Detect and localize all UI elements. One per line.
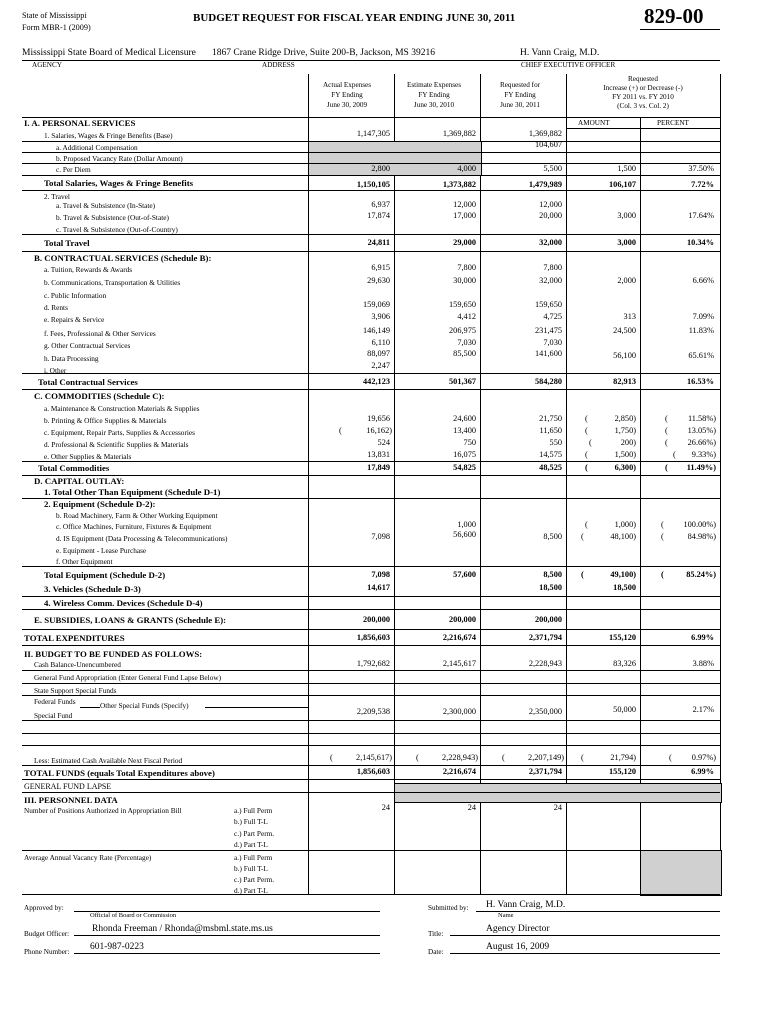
salaries-c3: 1,369,882 [528,129,562,138]
per-diem-c3: 5,500 [543,164,562,173]
total-salaries-percent: 7.72% [691,180,714,189]
fees-amount: 24,500 [613,326,636,335]
travel-out-percent: 17.64% [688,211,714,220]
repairs-amount: 313 [623,312,636,321]
total-exp-c3: 2,371,794 [528,633,562,642]
total-equip-c3: 8,500 [543,570,562,579]
data-proc-amount: 56,100 [613,351,636,360]
vehicles-c3: 18,500 [539,583,562,592]
total-equip-c1: 7,098 [371,570,390,579]
fees-label: f. Fees, Professional & Other Services [44,329,156,338]
subsidies-label: E. SUBSIDIES, LOANS & GRANTS (Schedule E): [34,615,227,625]
total-exp-c2: 2,216,674 [442,633,476,642]
other-contract-c3: 7,030 [543,338,562,347]
col4-header-line1: Requested [628,75,658,83]
total-contract-c1: 442,123 [363,377,390,386]
pos-b-2: b.) Full T-L [234,864,268,873]
other-supplies-percent: 9.33%) [691,450,716,459]
form-label: Form MBR-1 (2009) [22,23,91,32]
positions-c2: 24 [467,803,476,812]
fees-c3: 231,475 [535,326,562,335]
total-travel-c2: 29,000 [453,238,476,247]
phone-value: 601-987-0223 [90,942,144,952]
vehicles-amount: 18,500 [613,583,636,592]
total-commod-c1: 17,849 [367,463,390,472]
equipment-heading: 2. Equipment (Schedule D-2): [44,499,156,509]
col4-header-line4: (Col. 3 vs. Col. 2) [617,102,669,110]
col3-header-line2: FY Ending [504,91,536,99]
fees-percent: 11.83% [688,326,714,335]
other-supplies-amount: 1,500) [614,450,636,459]
less-cash-label: Less: Estimated Cash Available Next Fiscal Period [34,756,183,765]
percent-header: PERCENT [657,119,689,127]
submitted-value: H. Vann Craig, M.D. [486,900,566,910]
addl-comp-label: a. Additional Compensation [56,143,138,152]
cash-bal-label: Cash Balance-Unencumbered [34,660,121,669]
agency-caption: AGENCY [32,61,62,69]
federal-label: Federal Funds [34,697,76,706]
comm-c1: 29,630 [367,276,390,285]
less-cash-c3: 2,207,149) [528,753,564,762]
col3-header [480,80,560,110]
official-caption: Official of Board or Commission [90,912,177,919]
less-cash-c1: 2,145,617) [356,753,392,762]
form-code: 829-00 [644,4,704,28]
address-caption: ADDRESS [262,61,295,69]
public-info-label: c. Public Information [44,291,107,300]
total-contract-c2: 501,367 [449,377,476,386]
phone-label: Phone Number: [24,948,70,956]
printing-c3: 21,750 [539,414,562,423]
special-fund-label: Special Fund [34,711,73,720]
total-funds-c1: 1,856,603 [356,767,390,776]
total-exp-c1: 1,856,603 [356,633,390,642]
positions-label: Number of Positions Authorized in Appropriation Bill [24,806,182,815]
less-cash-c2: 2,228,943) [442,753,478,762]
col2-header-line1: Estimate Expenses [406,81,462,89]
pos-d-2: d.) Part T-L [234,886,268,895]
other-contract-c2: 7,030 [457,338,476,347]
budget-officer-value: Rhonda Freeman / Rhonda@msbml.state.ms.us [92,924,273,934]
total-salaries-label: Total Salaries, Wages & Fringe Benefits [44,178,194,188]
subsidies-c2: 200,000 [449,615,476,624]
salaries-label: 1. Salaries, Wages & Fringe Benefits (Base) [44,131,173,140]
prof-sci-percent: 26.66%) [687,438,716,447]
gen-lapse-label: GENERAL FUND LAPSE [24,782,112,791]
col4-header-line2: Increase (+) or Decrease (-) [603,84,683,92]
cash-bal-c3: 2,228,943 [528,659,562,668]
col1-header [308,80,386,110]
travel-in-label: a. Travel & Subsistence (In-State) [56,201,156,210]
per-diem-amount: 1,500 [617,164,636,173]
travel-country-label: c. Travel & Subsistence (Out-of-Country) [56,225,178,234]
other-equip-label: f. Other Equipment [56,557,113,566]
data-proc-c3: 141,600 [535,349,562,358]
total-salaries-c1: 1,150,105 [356,180,390,189]
name-caption: Name [498,912,514,919]
equip-repair-label: c. Equipment, Repair Parts, Supplies & Accessories [44,428,195,437]
other-supplies-label: e. Other Supplies & Materials [44,452,132,461]
pos-c-2: c.) Part Perm. [234,875,275,884]
comm-c3: 32,000 [539,276,562,285]
travel-heading: 2. Travel [44,192,70,201]
other-contract-label: g. Other Contractual Services [44,341,131,350]
maint-label: a. Maintenance & Construction Materials & Supplies [44,404,200,413]
total-contract-amount: 82,913 [613,377,636,386]
total-funds-label: TOTAL FUNDS (equals Total Expenditures above) [24,768,215,778]
office-mach-percent: 100.00%) [683,520,716,529]
equip-repair-amount: 1,750) [614,426,636,435]
less-cash-amount: 21,794) [610,753,636,762]
travel-in-c1: 6,937 [371,200,390,209]
total-exp-label: TOTAL EXPENDITURES [24,633,125,643]
commodities-heading: C. COMMODITIES (Schedule C): [34,391,165,401]
prof-sci-label: d. Professional & Scientific Supplies & Materials [44,440,189,449]
submitted-label: Submitted by: [428,904,469,912]
total-salaries-c3: 1,479,989 [528,180,562,189]
travel-out-c2: 17,000 [453,211,476,220]
is-equip-label: d. IS Equipment (Data Processing & Telecommunications) [56,534,228,543]
prof-sci-amount: 200) [620,438,636,447]
printing-amount: 2,850) [614,414,636,423]
office-mach-amount: 1,000) [614,520,636,529]
total-exp-percent: 6.99% [691,633,714,642]
tuition-c1: 6,915 [371,263,390,272]
per-diem-c1: 2,800 [371,164,390,173]
cash-bal-amount: 83,326 [613,659,636,668]
vehicles-c1: 14,617 [367,583,390,592]
equip-repair-c3: 11,650 [539,426,562,435]
title-label: Title: [428,930,444,938]
total-commod-label: Total Commodities [38,463,110,473]
travel-out-c3: 20,000 [539,211,562,220]
pos-d-1: d.) Part T-L [234,840,268,849]
travel-out-c1: 17,874 [367,211,390,220]
total-equip-label: Total Equipment (Schedule D-2) [44,570,166,580]
state-label: State of Mississippi [22,11,87,20]
office-mach-c2: 1,000 [457,520,476,529]
comm-amount: 2,000 [617,276,636,285]
col1-header-line1: Actual Expenses [322,81,372,89]
travel-in-c3: 12,000 [539,200,562,209]
total-travel-c3: 32,000 [539,238,562,247]
total-salaries-c2: 1,373,882 [442,180,476,189]
total-commod-percent: 11.49%) [686,463,716,472]
repairs-label: e. Repairs & Service [44,315,105,324]
travel-in-c2: 12,000 [453,200,476,209]
total-contract-label: Total Contractual Services [38,377,138,387]
total-travel-percent: 10.34% [687,238,714,247]
data-proc-c1: 88,097 [367,349,390,358]
pos-c-1: c.) Part Perm. [234,829,275,838]
cash-bal-c2: 2,145,617 [442,659,476,668]
per-diem-percent: 37.50% [688,164,714,173]
special-c1: 2,209,538 [356,707,390,716]
fees-c2: 206,975 [449,326,476,335]
wireless-label: 4. Wireless Comm. Devices (Schedule D-4) [44,598,203,608]
other-supplies-c2: 16,075 [453,450,476,459]
is-equip-c3: 8,500 [543,532,562,541]
repairs-percent: 7.09% [692,312,714,321]
tuition-c2: 7,800 [457,263,476,272]
total-funds-amount: 155,120 [609,767,636,776]
budget-officer-label: Budget Officer: [24,930,70,938]
special-c2: 2,300,000 [442,707,476,716]
addl-comp-c3: 104,607 [535,140,562,149]
col4-header [566,75,720,111]
equip-repair-c1: 16,162) [366,426,392,435]
travel-out-label: b. Travel & Subsistence (Out-of-State) [56,213,169,222]
total-commod-amount: 6,300) [614,463,636,472]
repairs-c1: 3,906 [371,312,390,321]
printing-percent: 11.58%) [687,414,716,423]
vacancy-avg-label: Average Annual Vacancy Rate (Percentage) [24,853,152,862]
col2-header-line3: June 30, 2010 [413,101,455,109]
other-supplies-c3: 14,575 [539,450,562,459]
repairs-c2: 4,412 [457,312,476,321]
pos-b-1: b.) Full T-L [234,817,268,826]
is-equip-amount: 48,100) [610,532,636,541]
total-equip-c2: 57,600 [453,570,476,579]
other-special-label: Other Special Funds (Specify) [100,701,189,710]
lease-label: e. Equipment - Lease Purchase [56,546,147,555]
special-c3: 2,350,000 [528,707,562,716]
date-label: Date: [428,948,444,956]
rents-label: d. Rents [44,303,68,312]
office-mach-label: c. Office Machines, Furniture, Fixtures & Equipment [56,522,212,531]
total-funds-percent: 6.99% [691,767,714,776]
comm-percent: 6.66% [692,276,714,285]
travel-out-amount: 3,000 [617,211,636,220]
state-support-label: State Support Special Funds [34,686,117,695]
tuition-c3: 7,800 [543,263,562,272]
ceo-caption: CHIEF EXECUTIVE OFFICER [521,61,616,69]
special-amount: 50,000 [613,705,636,714]
subsidies-c1: 200,000 [363,615,390,624]
data-proc-percent: 65.61% [688,351,714,360]
vehicles-label: 3. Vehicles (Schedule D-3) [44,584,141,594]
comm-label: b. Communications, Transportation & Utilities [44,278,181,287]
col2-header-line2: FY Ending [418,91,450,99]
pos-a-2: a.) Full Perm [234,853,273,862]
tuition-label: a. Tuition, Rewards & Awards [44,265,133,274]
cash-bal-c1: 1,792,682 [356,659,390,668]
title-value: Agency Director [486,924,550,934]
page-title: BUDGET REQUEST FOR FISCAL YEAR ENDING JUNE 30, 2011 [193,12,516,24]
personnel-heading: III. PERSONNEL DATA [24,795,118,805]
cash-bal-percent: 3.88% [692,659,714,668]
per-diem-label: c. Per Diem [56,165,91,174]
salaries-c2: 1,369,882 [442,129,476,138]
total-equip-percent: 85.24%) [686,570,716,579]
personal-services-heading: I. A. PERSONAL SERVICES [24,118,136,128]
agency-name: Mississippi State Board of Medical Licensure [22,48,196,58]
data-proc-c2: 85,500 [453,349,476,358]
amount-header: AMOUNT [578,119,610,127]
col4-header-line3: FY 2011 vs. FY 2010 [612,93,674,101]
total-funds-c2: 2,216,674 [442,767,476,776]
printing-c2: 24,600 [453,414,476,423]
equip-repair-c2: 13,400 [453,426,476,435]
subsidies-c3: 200,000 [535,615,562,624]
total-commod-c3: 48,525 [539,463,562,472]
printing-label: b. Printing & Office Supplies & Materials [44,416,167,425]
total-contract-c3: 584,280 [535,377,562,386]
less-cash-percent: 0.97%) [691,753,716,762]
total-travel-amount: 3,000 [617,238,636,247]
repairs-c3: 4,725 [543,312,562,321]
is-equip-percent: 84.98%) [687,532,716,541]
total-equip-amount: 49,100) [610,570,636,579]
col1-header-line2: FY Ending [331,91,363,99]
printing-c1: 19,656 [367,414,390,423]
prof-sci-c3: 550 [549,438,562,447]
total-travel-c1: 24,811 [367,238,390,247]
other-i-label: i. Other [44,366,67,375]
total-other-equip-label: 1. Total Other Than Equipment (Schedule D-1) [44,487,221,497]
ceo-name: H. Vann Craig, M.D. [520,48,600,58]
total-contract-percent: 16.53% [687,377,714,386]
other-supplies-c1: 13,831 [367,450,390,459]
col2-header [394,80,474,110]
fees-c1: 146,149 [363,326,390,335]
prof-sci-c2: 750 [463,438,476,447]
total-salaries-amount: 106,107 [609,180,636,189]
contractual-heading: B. CONTRACTUAL SERVICES (Schedule B): [34,253,212,263]
approved-by-label: Approved by: [24,904,64,912]
capital-heading: D. CAPITAL OUTLAY: [34,476,125,486]
is-equip-c2: 56,600 [453,530,476,539]
rents-c3: 159,650 [535,300,562,309]
comm-c2: 30,000 [453,276,476,285]
road-mach-label: b. Road Machinery, Farm & Other Working Equipment [56,511,218,520]
pos-a-1: a.) Full Perm [234,806,273,815]
total-exp-amount: 155,120 [609,633,636,642]
rents-c1: 159,069 [363,300,390,309]
total-funds-c3: 2,371,794 [528,767,562,776]
col3-header-line1: Requested for [499,81,541,89]
funded-heading: II. BUDGET TO BE FUNDED AS FOLLOWS: [24,649,203,659]
gen-fund-label: General Fund Appropriation (Enter General Fund Lapse Below) [34,673,222,682]
other-contract-c1: 6,110 [371,338,390,347]
is-equip-c1: 7,098 [371,532,390,541]
special-percent: 2.17% [692,705,714,714]
agency-address: 1867 Crane Ridge Drive, Suite 200-B, Jackson, MS 39216 [212,48,435,58]
equip-repair-percent: 13.05%) [687,426,716,435]
rents-c2: 159,650 [449,300,476,309]
salaries-c1: 1,147,305 [356,129,390,138]
col1-header-line3: June 30, 2009 [326,101,368,109]
total-travel-label: Total Travel [44,238,90,248]
data-proc-label: h. Data Processing [44,354,99,363]
positions-c1: 24 [381,803,390,812]
vacancy-label: b. Proposed Vacancy Rate (Dollar Amount) [56,154,183,163]
positions-c3: 24 [553,803,562,812]
col3-header-line3: June 30, 2011 [500,101,540,109]
per-diem-c2: 4,000 [457,164,476,173]
total-commod-c2: 54,825 [453,463,476,472]
other-i-c1: 2,247 [371,361,390,370]
date-value: August 16, 2009 [486,942,550,952]
prof-sci-c1: 524 [377,438,390,447]
